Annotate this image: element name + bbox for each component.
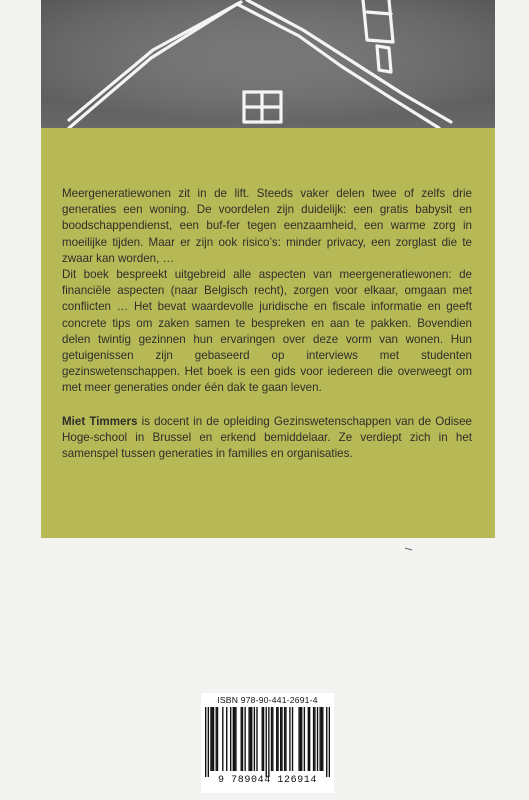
isbn-label: ISBN 978-90-441-2691-4 — [217, 695, 318, 705]
barcode-bar — [210, 707, 211, 771]
barcode-bar — [222, 707, 223, 771]
barcode-bar — [280, 707, 281, 771]
barcode-bar — [309, 707, 310, 771]
barcode-bar — [213, 707, 214, 771]
barcode-bar — [251, 707, 252, 771]
barcode-bar — [262, 707, 263, 771]
barcode-bar — [256, 707, 257, 771]
barcode-bar — [298, 707, 299, 771]
barcode-bar — [242, 707, 243, 771]
barcode-bar — [281, 707, 282, 771]
barcode-bar — [271, 707, 272, 771]
barcode-bar — [208, 707, 209, 777]
barcode-bar — [268, 707, 269, 777]
barcode-bar — [233, 707, 234, 771]
barcode-bar — [234, 707, 235, 771]
barcode-bar — [277, 707, 278, 771]
blurb-paragraph-1: Meergeneratiewonen zit in de lift. Steeds vaker delen twee of zelfs drie generaties een woning. De voordelen zijn duidelijk: een gratis babysit en boodschappendienst, een buf-fer tegen eenzaamheid, een warme zorg in moeilijke tijden. Maar er zijn ook risico’s: minder privacy, een zorglast die te zwaar kan worden, … — [62, 187, 472, 265]
barcode-bar — [289, 707, 290, 771]
barcode-bar — [217, 707, 218, 771]
barcode-bar — [226, 707, 227, 771]
barcode-bar — [205, 707, 206, 777]
barcode-bar — [329, 707, 330, 777]
barcode-bar — [319, 707, 320, 771]
barcode-bar — [216, 707, 217, 771]
barcode — [201, 693, 334, 793]
barcode-bar — [321, 707, 322, 771]
back-cover-text — [62, 186, 472, 462]
barcode-bars — [205, 707, 330, 777]
barcode-bar — [317, 707, 318, 771]
blurb-paragraph-2: Dit boek bespreekt uitgebreid alle aspecten van meergeneratiewonen: de financiële aspecten (naar Belgisch recht), zorgen voor elkaar, omgaan met conflicten … Het bevat waardevolle juridische en fiscale informatie en geeft concrete tips om zaken samen te bespreken en aan te pakken. Bovendien delen twintig gezinnen hun ervaringen over deze vorm van wonen. Hun getuigenissen zijn gebaseerd op interviews met studenten gezinswetenschappen. Het boek is een gids voor iedereen die overweegt om met meer generaties onder één dak te gaan leven. — [62, 268, 472, 395]
barcode-bar — [322, 707, 323, 771]
barcode-bar — [292, 707, 293, 771]
barcode-bar — [266, 707, 267, 777]
barcode-bar — [276, 707, 277, 771]
barcode-bar — [284, 707, 285, 771]
barcode-bar — [301, 707, 302, 771]
barcode-bar — [250, 707, 251, 771]
house-drawing-icon — [41, 0, 495, 128]
author-bio — [62, 414, 472, 463]
barcode-bar — [272, 707, 273, 771]
barcode-bar — [212, 707, 213, 771]
scuff-mark — [405, 547, 413, 551]
barcode-bar — [304, 707, 305, 771]
cover-photo — [41, 0, 495, 128]
barcode-bar — [313, 707, 314, 771]
barcode-bar — [314, 707, 315, 771]
barcode-bar — [308, 707, 309, 771]
author-name: Miet Timmers — [62, 414, 138, 428]
barcode-bar — [235, 707, 236, 771]
barcode-bar — [248, 707, 249, 771]
barcode-bar — [244, 707, 245, 771]
barcode-bar — [285, 707, 286, 771]
author-bio-text: is docent in de opleiding Gezinswetenschappen van de Odisee Hoge-school in Brussel en erkend bemiddelaar. Ze verdiept zich in het samenspel tussen generaties in families en organisaties. — [62, 414, 472, 461]
barcode-bar — [263, 707, 264, 771]
barcode-bar — [300, 707, 301, 771]
barcode-bar — [326, 707, 327, 777]
barcode-bar — [230, 707, 231, 771]
barcode-bar — [254, 707, 255, 771]
ean-number: 9 789044 126914 — [217, 775, 317, 786]
barcode-bar — [241, 707, 242, 771]
